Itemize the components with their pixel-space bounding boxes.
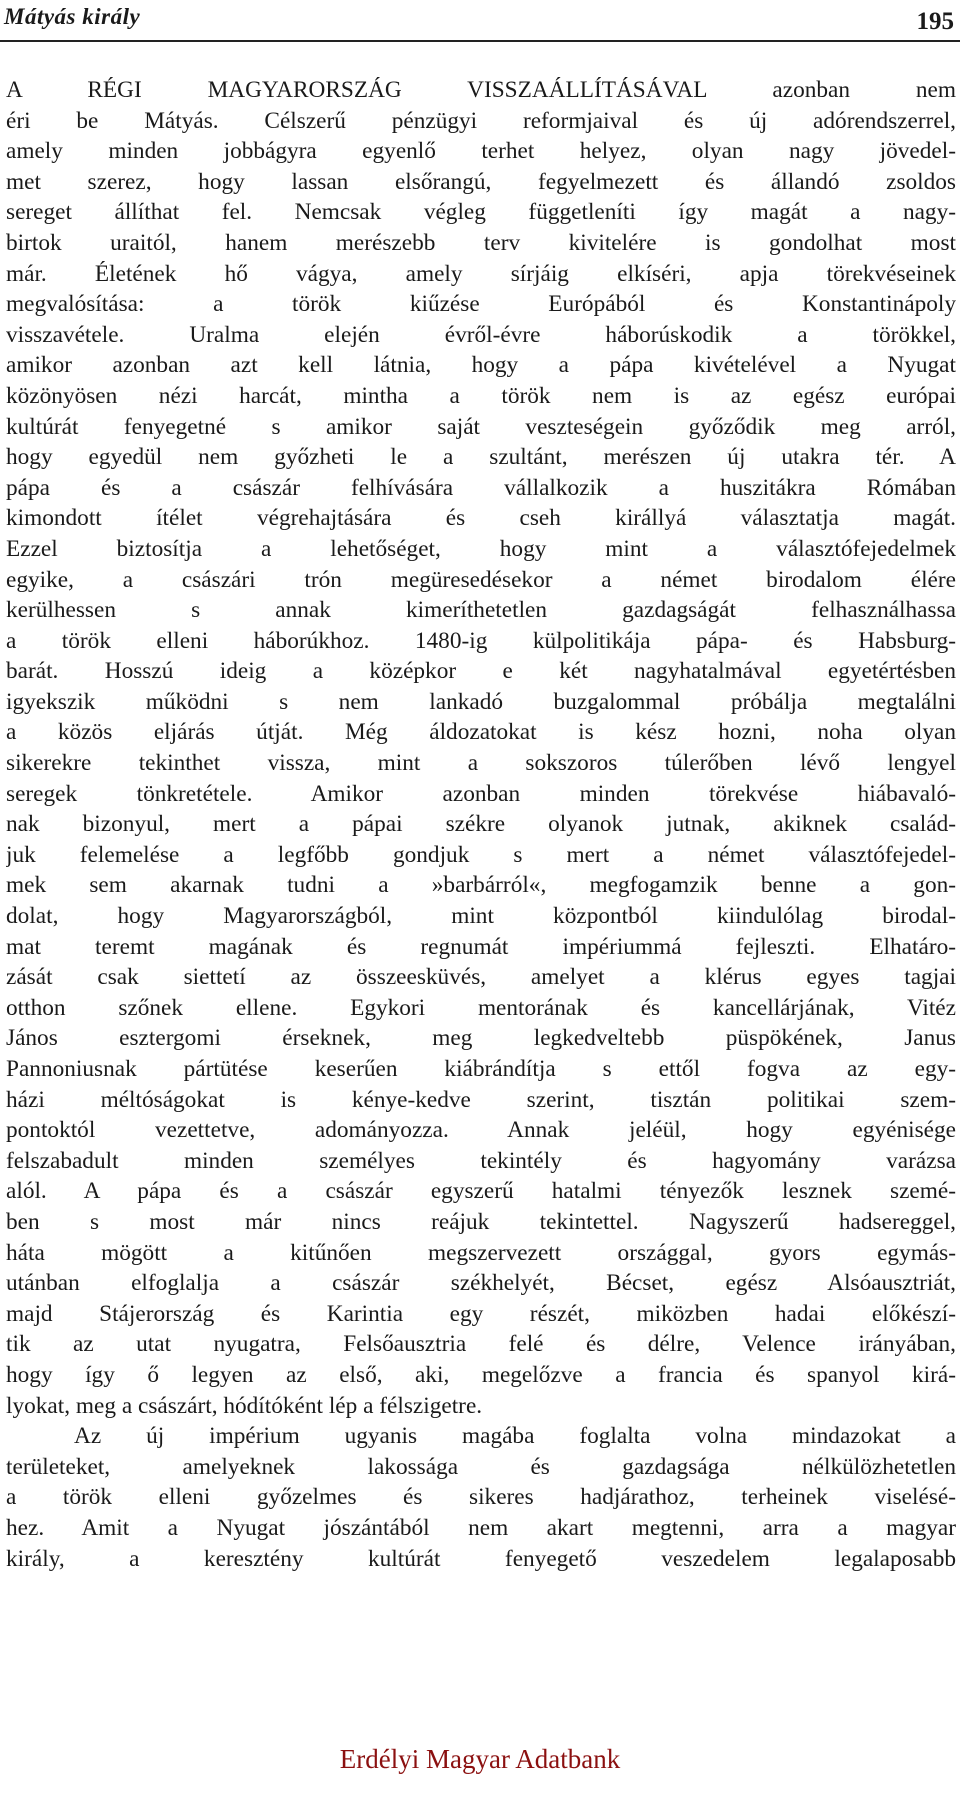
text-line: lyokat, meg a császárt, hódítóként lép a félszigetre. — [6, 1392, 483, 1419]
text-line: felszabadult minden személyes tekintély és hagyomány varázsa — [6, 1147, 956, 1174]
watermark-text: Erdélyi Magyar Adatbank — [339, 1744, 621, 1774]
text-line: visszavétele. Uralma elején évről-évre háborúskodik a törökkel, — [6, 321, 956, 348]
text-line: kimondott ítélet végrehajtására és cseh királlyá választatja magát. — [6, 505, 956, 532]
text-line: igyekszik működni s nem lankadó buzgalommal próbálja megtalálni — [6, 688, 956, 715]
text-line: barát. Hosszú ideig a középkor e két nagyhatalmával egyetértésben — [6, 658, 956, 685]
text-line: közönyösen nézi harcát, mintha a török nem is az egész európai — [6, 382, 956, 409]
text-line: tik az utat nyugatra, Felsőausztria felé és délre, Velence irányában, — [6, 1331, 956, 1358]
text-line: sikerekre tekinthet vissza, mint a sokszoros túlerőben lévő lengyel — [6, 750, 956, 777]
text-line: a török elleni győzelmes és sikeres hadjárathoz, terheinek viselésé- — [6, 1484, 956, 1511]
text-line: hez. Amit a Nyugat jószántából nem akart megtenni, arra a magyar — [6, 1514, 956, 1541]
text-line: seregek tönkretétele. Amikor azonban minden törekvése hiábavaló- — [6, 780, 956, 807]
text-line: utánban elfoglalja a császár székhelyét, Bécset, egész Alsóausztriát, — [6, 1270, 956, 1297]
header-rule — [0, 40, 960, 42]
paragraph-1 — [6, 75, 956, 1421]
text-line: háta mögött a kitűnően megszervezett országgal, gyors egymás- — [6, 1239, 956, 1266]
text-line: ben s most már nincs reájuk tekintettel. Nagyszerű hadsereggel, — [6, 1208, 956, 1235]
text-line: amikor azonban azt kell látnia, hogy a pápa kivételével a Nyugat — [6, 352, 956, 379]
text-line: nak bizonyul, mert a pápai székre olyanok jutnak, akiknek család- — [6, 811, 956, 838]
text-line: met szerez, hogy lassan elsőrangú, fegyelmezett és állandó zsoldos — [6, 168, 956, 195]
text-line: otthon szőnek ellene. Egykori mentorának és kancellárjának, Vitéz — [6, 994, 956, 1021]
text-line: területeket, amelyeknek lakossága és gazdagsága nélkülözhetetlen — [6, 1453, 956, 1480]
text-line: Az új impérium ugyanis magába foglalta volna mindazokat a — [74, 1423, 956, 1450]
text-line: mek sem akarnak tudni a »barbárról«, megfogamzik benne a gon- — [6, 872, 956, 899]
text-line: éri be Mátyás. Célszerű pénzügyi reformjaival és új adórendszerrel, — [6, 107, 956, 134]
text-line: dolat, hogy Magyarországból, mint központból kiindulólag birodal- — [6, 903, 956, 930]
running-title: Mátyás király — [4, 4, 141, 29]
text-line: kultúrát fenyegetné s amikor saját veszteségein győződik meg arról, — [6, 413, 956, 440]
text-line: Ezzel biztosítja a lehetőséget, hogy mint a választófejedelmek — [6, 535, 956, 562]
text-line: a közös eljárás útját. Még áldozatokat is kész hozni, noha olyan — [6, 719, 956, 746]
text-line: király, a keresztény kultúrát fenyegető veszedelem legalaposabb — [6, 1545, 956, 1572]
text-line: hogy így ő legyen az első, aki, megelőzve a francia és spanyol kirá- — [6, 1361, 956, 1388]
text-body — [6, 75, 956, 1574]
text-line: házi méltóságokat is kénye-kedve szerint, tisztán politikai szem- — [6, 1086, 956, 1113]
page-number: 195 — [916, 8, 954, 35]
text-line: egyike, a császári trón megüresedésekor a német birodalom élére — [6, 566, 956, 593]
text-line: hogy egyedül nem győzheti le a szultánt, merészen új utakra tér. A — [6, 444, 956, 471]
text-line: zását csak siettetí az összeesküvés, amelyet a klérus egyes tagjai — [6, 964, 956, 991]
text-line: juk felemelése a legfőbb gondjuk s mert a német választófejedel- — [6, 841, 956, 868]
text-line: pápa és a császár felhívására vállalkozik a huszitákra Rómában — [6, 474, 956, 501]
text-line: János esztergomi érseknek, meg legkedveltebb püspökének, Janus — [6, 1025, 956, 1052]
text-line: amely minden jobbágyra egyenlő terhet helyez, olyan nagy jövedel- — [6, 138, 956, 165]
text-line: pontoktól vezettetve, adományozza. Annak jeléül, hogy egyénisége — [6, 1117, 956, 1144]
paragraph-2 — [6, 1421, 956, 1574]
text-line: megvalósítása: a török kiűzése Európából és Konstantinápoly — [6, 291, 956, 318]
text-line: birtok uraitól, hanem merészebb terv kivitelére is gondolhat most — [6, 229, 956, 256]
text-line: alól. A pápa és a császár egyszerű hatalmi tényezők lesznek szemé- — [6, 1178, 956, 1205]
text-line: A RÉGI MAGYARORSZÁG VISSZAÁLLÍTÁSÁVAL azonban nem — [6, 77, 956, 103]
text-line: Pannoniusnak pártütése keserűen kiábrándítja s ettől fogva az egy- — [6, 1056, 956, 1082]
text-line: a török elleni háborúkhoz. 1480-ig külpolitikája pápa- és Habsburg- — [6, 627, 956, 654]
text-line: kerülhessen s annak kimeríthetetlen gazdagságát felhasználhassa — [6, 597, 956, 624]
text-line: majd Stájerország és Karintia egy részét, miközben hadai előkészí- — [6, 1300, 956, 1327]
text-line: mat teremt magának és regnumát impériummá fejleszti. Elhatáro- — [6, 933, 956, 960]
text-line: sereget állíthat fel. Nemcsak végleg függetleníti így magát a nagy- — [6, 199, 956, 226]
running-head — [0, 4, 960, 40]
text-line: már. Életének hő vágya, amely sírjáig elkíséri, apja törekvéseinek — [6, 260, 956, 287]
